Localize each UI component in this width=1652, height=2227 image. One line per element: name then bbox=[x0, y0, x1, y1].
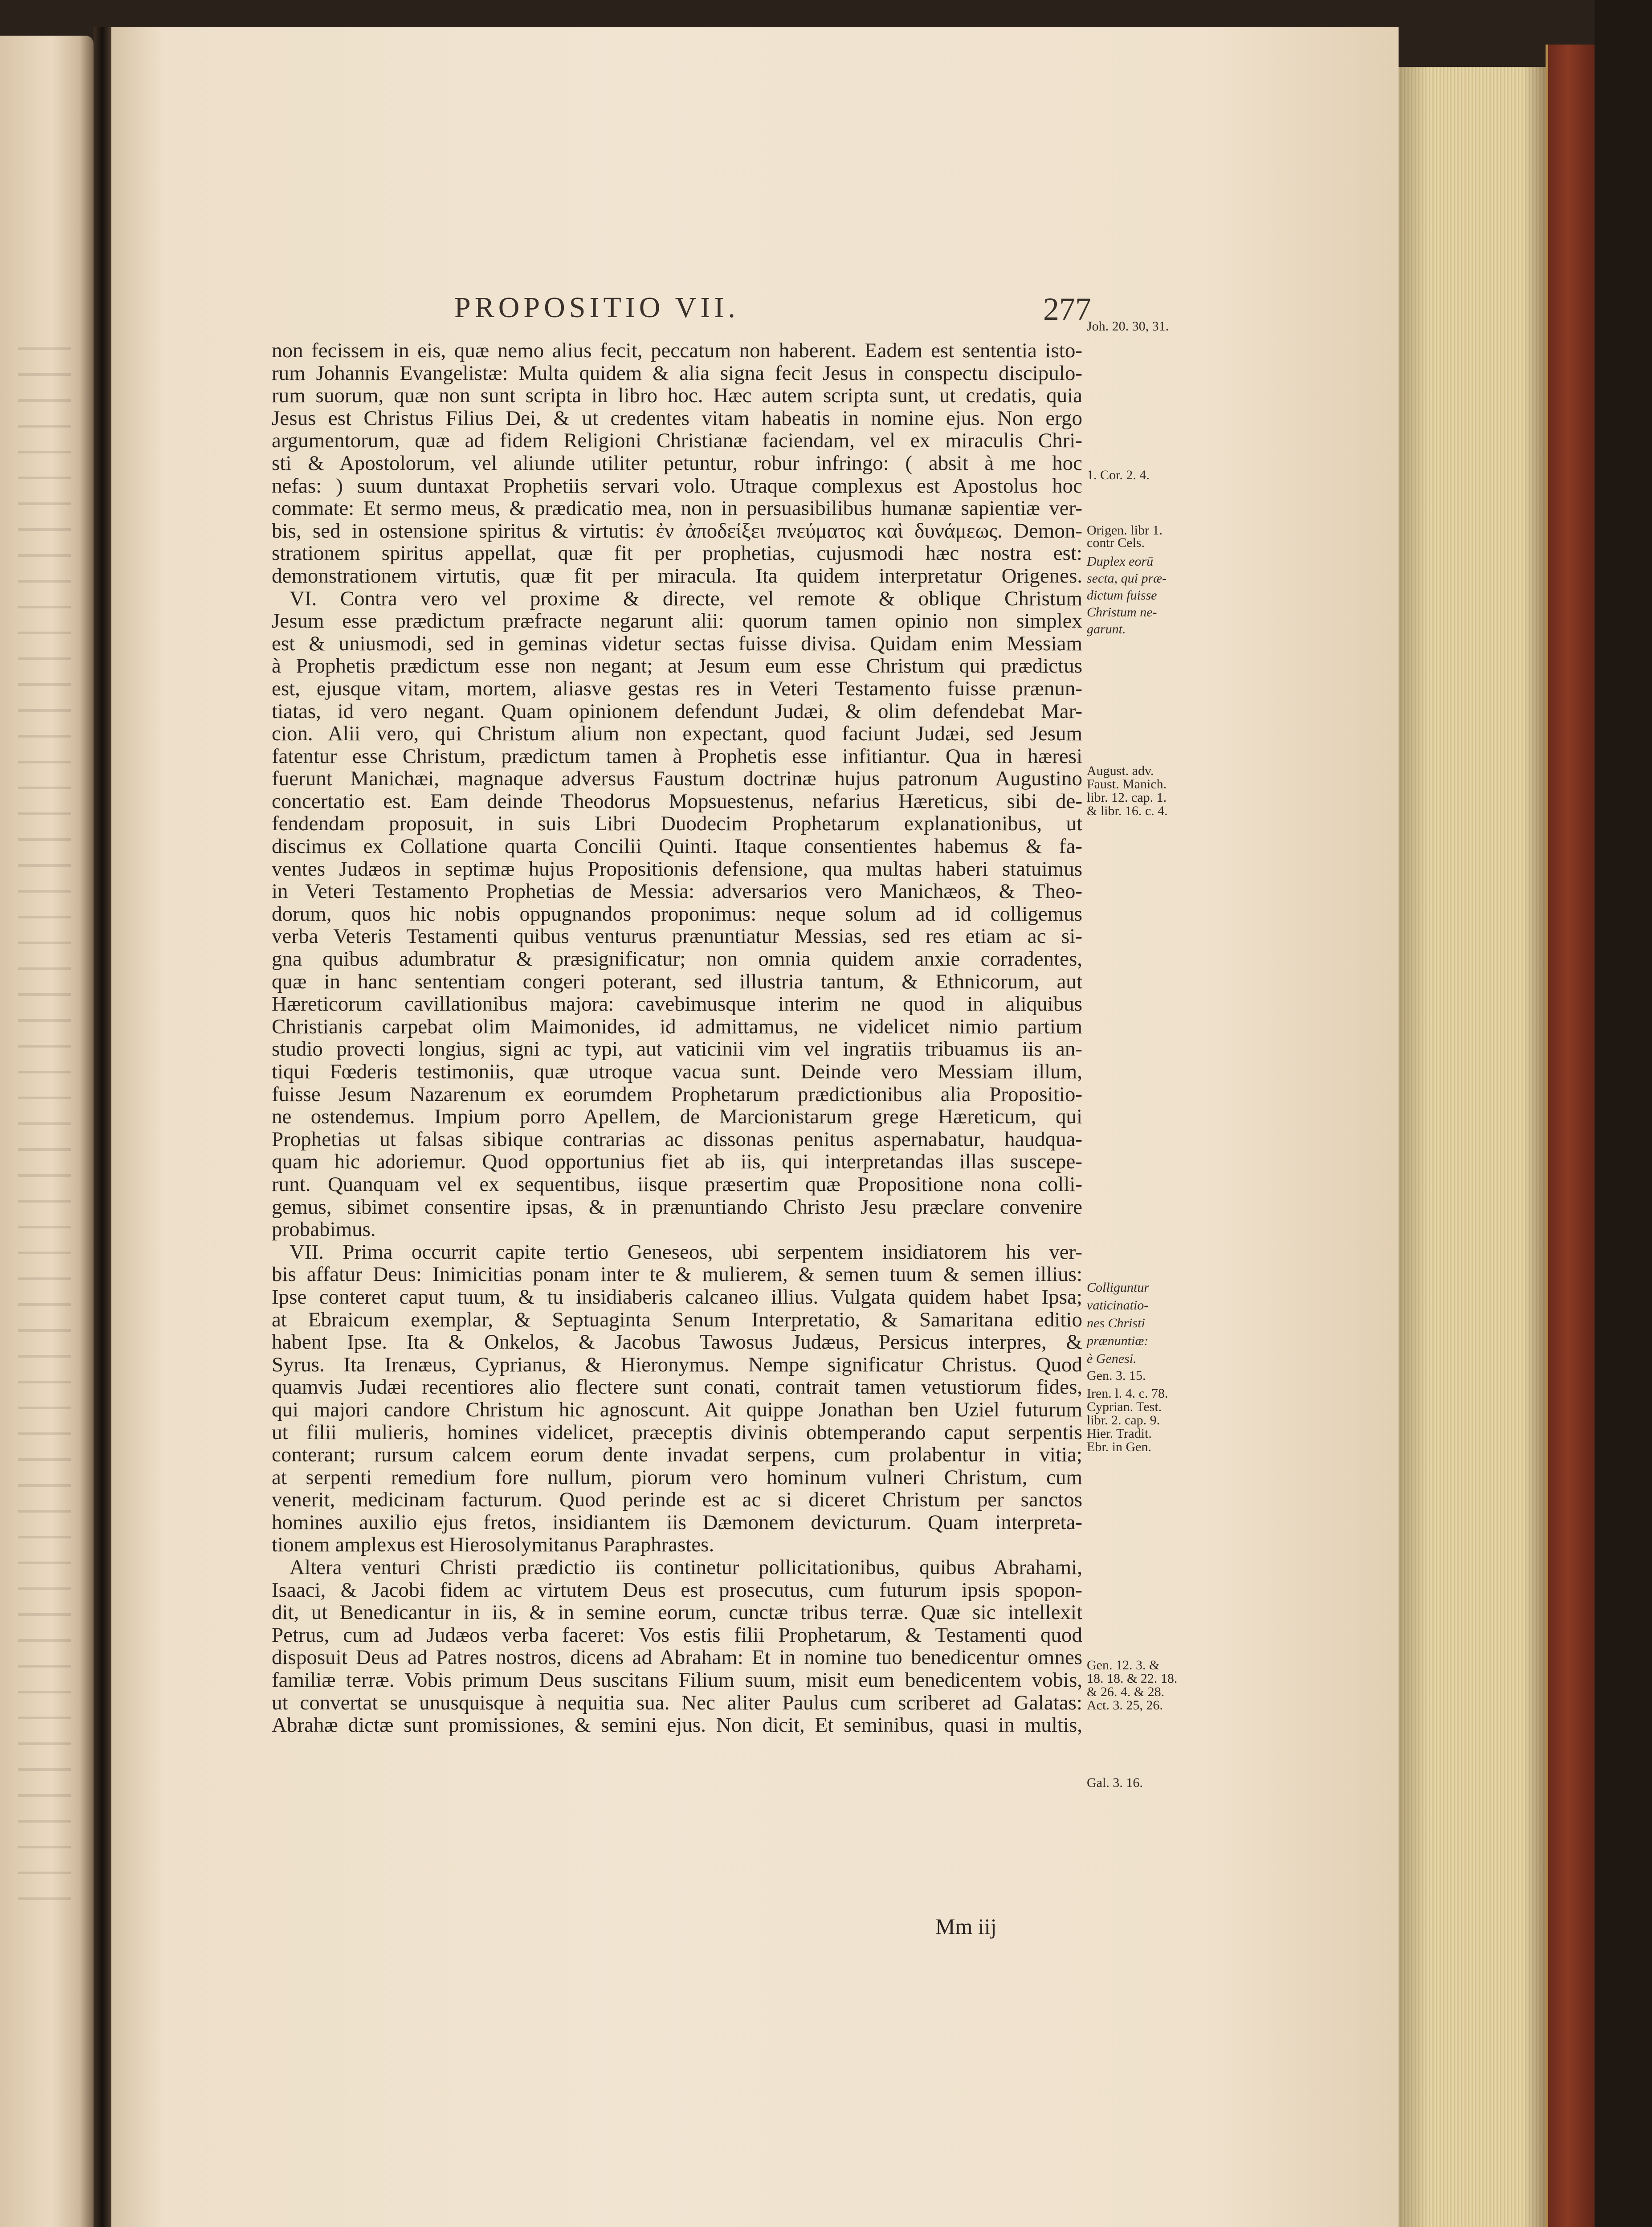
text-line: in Veteri Testamento Prophetias de Messia: adversarios vero Manichæos, & Theo- bbox=[272, 880, 1082, 903]
margin-note: secta, qui præ- bbox=[1087, 571, 1167, 586]
text-line: rum suorum, quæ non sunt scripta in libro hoc. Hæc autem scripta sunt, ut credatis, quia bbox=[272, 384, 1082, 407]
text-line: Christianis carpebat olim Maimonides, id admittamus, ne videlicet nimio partium bbox=[272, 1015, 1082, 1038]
text-line: cion. Alii vero, qui Christum alium non expectant, quod faciunt Judæi, sed Jesum bbox=[272, 722, 1082, 745]
margin-note: vaticinatio- bbox=[1087, 1298, 1149, 1313]
margin-note: libr. 2. cap. 9. bbox=[1087, 1413, 1160, 1428]
text-line: est & uniusmodi, sed in geminas videtur sectas fuisse divisa. Quidam enim Messiam bbox=[272, 632, 1082, 655]
margin-note: August. adv. bbox=[1087, 763, 1154, 778]
margin-note: Origen. libr 1. bbox=[1087, 523, 1163, 538]
text-line: Petrus, cum ad Judæos verba faceret: Vos estis filii Prophetarum, & Testamenti quod bbox=[272, 1623, 1082, 1647]
text-line: à Prophetis prædictum esse non negant; at Jesum eum esse Christum qui prædictus bbox=[272, 655, 1082, 677]
text-line: sti & Apostolorum, vel aliunde utiliter petuntur, robur infringo: ( absit à me hoc bbox=[272, 452, 1082, 475]
margin-note: Colliguntur bbox=[1087, 1280, 1150, 1295]
text-line: bis, sed in ostensione spiritus & virtutis: ἐν ἀποδείξει πνεύματος καὶ δυνάμεως. Demon- bbox=[272, 519, 1082, 542]
margin-note: Gen. 3. 15. bbox=[1087, 1368, 1146, 1383]
text-line: disposuit Deus ad Patres nostros, dicens ad Abraham: Et in nomine tuo benedicentur omnes bbox=[272, 1646, 1082, 1669]
text-line: strationem spiritus appellat, quæ fit per prophetias, cujusmodi hæc nostra est: bbox=[272, 542, 1082, 565]
text-line: studio provecti longius, signi ac typi, aut vaticinii vim vel ingratiis tribuamus iis an- bbox=[272, 1038, 1082, 1060]
text-line: Hæreticorum cavillationibus majora: cavebimusque interim ne quod in aliquibus bbox=[272, 993, 1082, 1016]
margin-note: dictum fuisse bbox=[1087, 588, 1157, 603]
text-line: est, ejusque vitam, mortem, aliasve gestas res in Veteri Testamento fuisse prænun- bbox=[272, 677, 1082, 700]
text-line: ut filii mulieris, homines videlicet, præceptis divinis obtemperando caput serpentis bbox=[272, 1421, 1082, 1444]
margin-note: Cyprian. Test. bbox=[1087, 1399, 1162, 1414]
text-line: conterant; rursum calcem eorum dente invadat serpens, cum prolabentur in vitia; bbox=[272, 1444, 1082, 1466]
margin-note: prænuntiæ: bbox=[1087, 1334, 1149, 1348]
book-gutter bbox=[94, 27, 111, 2227]
text-line: verba Veteris Testamenti quibus venturus prænuntiatur Messias, sed res etiam ac si- bbox=[272, 925, 1082, 948]
text-line: Isaaci, & Jacobi fidem ac virtutem Deus est prosecutus, cum futurum ipsis spopon- bbox=[272, 1578, 1082, 1602]
margin-note: 1. Cor. 2. 4. bbox=[1087, 468, 1150, 482]
text-line: homines auxilio ejus fretos, insidiantem iis Dæmonem devicturum. Quam interpreta- bbox=[272, 1511, 1082, 1534]
margin-note: 18. 18. & 22. 18. bbox=[1087, 1671, 1178, 1686]
margin-note: Gal. 3. 16. bbox=[1087, 1775, 1143, 1790]
text-line: Abrahæ dictæ sunt promissiones, & semini ejus. Non dicit, Et seminibus, quasi in multis, bbox=[272, 1714, 1082, 1737]
text-line: ut convertat se unusquisque à nequitia sua. Nec aliter Paulus cum scriberet ad Galatas: bbox=[272, 1691, 1082, 1714]
text-line: commate: Et sermo meus, & prædicatio mea, non in persuasibilibus humanæ sapientiæ ver- bbox=[272, 497, 1082, 520]
page-number: 277 bbox=[1043, 291, 1091, 327]
margin-note: Iren. l. 4. c. 78. bbox=[1087, 1386, 1168, 1401]
text-line: dit, ut Benedicantur in iis, & in semine eorum, cunctæ tribus terræ. Quæ sic intellexit bbox=[272, 1601, 1082, 1624]
text-line: quam hic adoriemur. Quod opportunius fiet ab iis, qui interpretandas illas suscepe- bbox=[272, 1150, 1082, 1173]
background-dark bbox=[1595, 0, 1652, 2227]
text-line: Jesus est Christus Filius Dei, & ut credentes vitam habeatis in nomine ejus. Non ergo bbox=[272, 407, 1082, 430]
margin-note: contr Cels. bbox=[1087, 535, 1145, 550]
margin-note: Act. 3. 25, 26. bbox=[1087, 1698, 1163, 1713]
text-line: argumentorum, quæ ad fidem Religioni Christianæ faciendam, vel ex miraculis Chri- bbox=[272, 429, 1082, 452]
text-line: VI. Contra vero vel proxime & directe, vel remote & oblique Christum bbox=[290, 587, 1082, 610]
text-line: runt. Quanquam vel ex sequentibus, iisque præsertim quæ Propositione nona colli- bbox=[272, 1173, 1082, 1196]
margin-note: libr. 12. cap. 1. bbox=[1087, 790, 1167, 805]
text-line: fuerunt Manichæi, magnaque adversus Faustum doctrinæ hujus patronum Augustino bbox=[272, 767, 1082, 790]
text-line: demonstrationem virtutis, quæ fit per miracula. Ita quidem interpretatur Origenes. bbox=[272, 564, 1082, 587]
margin-note: Hier. Tradit. bbox=[1087, 1426, 1152, 1441]
margin-note: Gen. 12. 3. & bbox=[1087, 1658, 1160, 1672]
text-line: fatentur esse Christum, prædictum tamen à Prophetis esse infitiantur. Qua in hæresi bbox=[272, 745, 1082, 768]
book-cover-edge bbox=[1546, 45, 1597, 2227]
text-line: fuisse Jesum Nazarenum ex eorumdem Prophetarum prædictionibus alia Propositio- bbox=[272, 1083, 1082, 1106]
text-line: bis affatur Deus: Inimicitias ponam inter te & mulierem, & semen tuum & semen illius: bbox=[272, 1263, 1082, 1286]
text-line: nefas: ) suum duntaxat Prophetiis servari volo. Utraque complexus est Apostolus hoc bbox=[272, 474, 1082, 498]
text-line: dorum, quos hic nobis oppugnandos proponimus: neque solum ad id colligemus bbox=[272, 902, 1082, 926]
text-line: gemus, sibimet consentire ipsas, & in prænuntiando Christo Jesu præclare convenire bbox=[272, 1195, 1082, 1219]
margin-note: nes Christi bbox=[1087, 1316, 1145, 1330]
margin-note: è Genesi. bbox=[1087, 1351, 1137, 1366]
text-line: Syrus. Ita Irenæus, Cyprianus, & Hieronymus. Nempe significatur Christus. Quod bbox=[272, 1353, 1082, 1376]
margin-note: & libr. 16. c. 4. bbox=[1087, 804, 1168, 818]
text-line: qui majori candore Christum hic agnoscunt. Ait quippe Jonathan ben Uziel futurum bbox=[272, 1398, 1082, 1421]
margin-note: Duplex eorū bbox=[1087, 554, 1154, 569]
text-line: non fecissem in eis, quæ nemo alius fecit, peccatum non haberent. Eadem est sententia isto- bbox=[272, 339, 1082, 362]
text-line: Altera venturi Christi prædictio iis continetur pollicitationibus, quibus Abrahami, bbox=[290, 1556, 1082, 1579]
text-line: Jesum esse prædictum præfracte negarunt alii: quorum tamen opinio non simplex bbox=[272, 610, 1082, 632]
text-line: tiatas, id vero negant. Quam opinionem defendunt Judæi, & olim defendebat Mar- bbox=[272, 700, 1082, 723]
margin-note: & 26. 4. & 28. bbox=[1087, 1685, 1165, 1699]
margin-note: Ebr. in Gen. bbox=[1087, 1440, 1151, 1454]
text-line: tiqui Fœderis testimoniis, quæ utroque vacua sunt. Deinde vero Messiam illum, bbox=[272, 1060, 1082, 1083]
text-line: quamvis Judæi recentiores alio flectere sunt conati, contrait tamen vetustiorum fides, bbox=[272, 1376, 1082, 1399]
text-line: VII. Prima occurrit capite tertio Geneseos, ubi serpentem insidiatorem his ver- bbox=[290, 1240, 1082, 1264]
text-line: rum Johannis Evangelistæ: Multa quidem & alia signa fecit Jesus in conspectu discipulo- bbox=[272, 362, 1082, 385]
text-line: concertatio est. Eam deinde Theodorus Mopsuestenus, nefarius Hæreticus, sibi de- bbox=[272, 790, 1082, 813]
text-line: at serpenti remedium fore nullum, piorum vero hominum vulneri Christum, cum bbox=[272, 1466, 1082, 1489]
text-line: venerit, medicinam facturum. Quod perinde est ac si diceret Christum per sanctos bbox=[272, 1489, 1082, 1511]
margin-note: Faust. Manich. bbox=[1087, 777, 1167, 791]
text-line: at Ebraicum exemplar, & Septuaginta Senum Interpretatio, & Samaritana editio bbox=[272, 1308, 1082, 1331]
text-line: probabimus. bbox=[272, 1218, 376, 1241]
left-page-edge bbox=[0, 36, 94, 2227]
text-line: Prophetias ut falsas sibique contrarias ac dissonas penitus aspernabatur, haudqua- bbox=[272, 1128, 1082, 1151]
text-line: tionem amplexus est Hierosolymitanus Paraphrastes. bbox=[272, 1534, 714, 1557]
margin-note: garunt. bbox=[1087, 622, 1126, 636]
main-text-block bbox=[272, 339, 1082, 1737]
fore-edge-shading bbox=[1399, 67, 1546, 2227]
right-page bbox=[111, 27, 1399, 2227]
text-line: discimus ex Collatione quarta Concilii Quinti. Itaque consentientes habemus & fa- bbox=[272, 835, 1082, 858]
left-page-text-fragment bbox=[18, 347, 71, 1906]
signature-mark: Mm iij bbox=[935, 1914, 997, 1939]
text-line: quæ in hanc sententiam congeri poterant, sed illustria tantum, & Ethnicorum, aut bbox=[272, 970, 1082, 993]
running-head: PROPOSITIO VII. bbox=[454, 291, 739, 324]
text-line: Ipse conteret caput tuum, & tu insidiaberis calcaneo illius. Vulgata quidem habet Ipsa; bbox=[272, 1285, 1082, 1309]
text-line: fendendam proposuit, in suis Libri Duodecim Prophetarum explanationibus, ut bbox=[272, 812, 1082, 836]
text-line: habent Ipse. Ita & Onkelos, & Jacobus Tawosus Judæus, Persicus interpres, & bbox=[272, 1331, 1082, 1354]
text-line: ne ostendemus. Impium porro Apellem, de Marcionistarum grege Hæreticum, qui bbox=[272, 1105, 1082, 1128]
text-line: familiæ terræ. Vobis primum Deus suscitans Filium suum, misit eum benedicentem vobis, bbox=[272, 1669, 1082, 1692]
margin-note: Joh. 20. 30, 31. bbox=[1087, 319, 1169, 334]
text-line: gna quibus adumbratur & præsignificatur; non omnia quidem anxie corradentes, bbox=[272, 948, 1082, 971]
text-line: ventes Judæos in septimæ hujus Propositionis defensione, qua multas haberi statuimus bbox=[272, 857, 1082, 881]
margin-note: Christum ne- bbox=[1087, 605, 1157, 620]
